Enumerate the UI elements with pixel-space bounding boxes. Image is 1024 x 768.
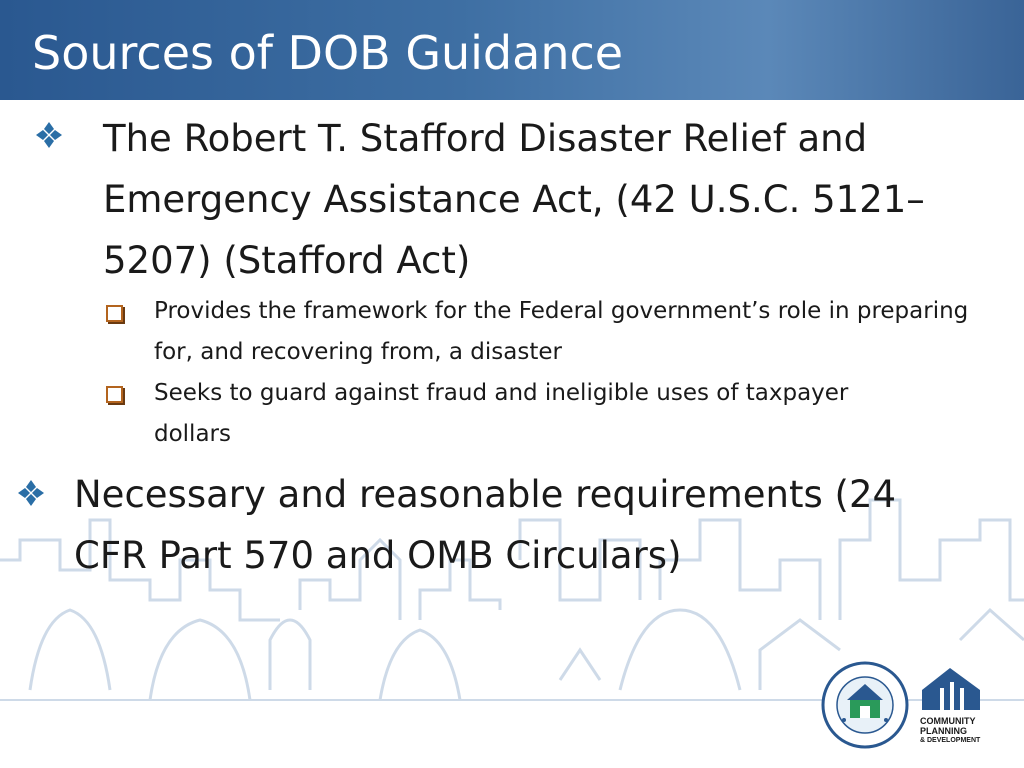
cpd-logo	[920, 664, 982, 746]
diamond-bullet-icon	[34, 120, 64, 150]
checkbox-bullet-icon	[106, 386, 123, 403]
cpd-line-1: COMMUNITY	[920, 716, 976, 726]
sub-bullet-fraud: Seeks to guard against fraud and ineligible uses of taxpayer dollars	[154, 380, 849, 447]
cpd-line-2: PLANNING	[920, 726, 967, 736]
bullet-stafford-act: The Robert T. Stafford Disaster Relief and Emergency Assistance Act, (42 U.S.C. 5121–5207) (Stafford Act)	[103, 117, 925, 282]
bullet-necessary-reasonable: Necessary and reasonable requirements (24 CFR Part 570 and OMB Circulars)	[74, 473, 897, 577]
checkbox-bullet-icon	[106, 305, 123, 322]
title-bar	[0, 0, 1024, 100]
cpd-logo-icon	[920, 664, 982, 712]
slide-title: Sources of DOB Guidance	[32, 26, 624, 80]
sub-bullet-framework: Provides the framework for the Federal government’s role in preparing for, and recovering from, a disaster	[154, 298, 969, 365]
hud-seal-icon	[820, 660, 910, 750]
cpd-line-3: & DEVELOPMENT	[920, 737, 981, 744]
diamond-bullet-icon	[16, 478, 46, 508]
